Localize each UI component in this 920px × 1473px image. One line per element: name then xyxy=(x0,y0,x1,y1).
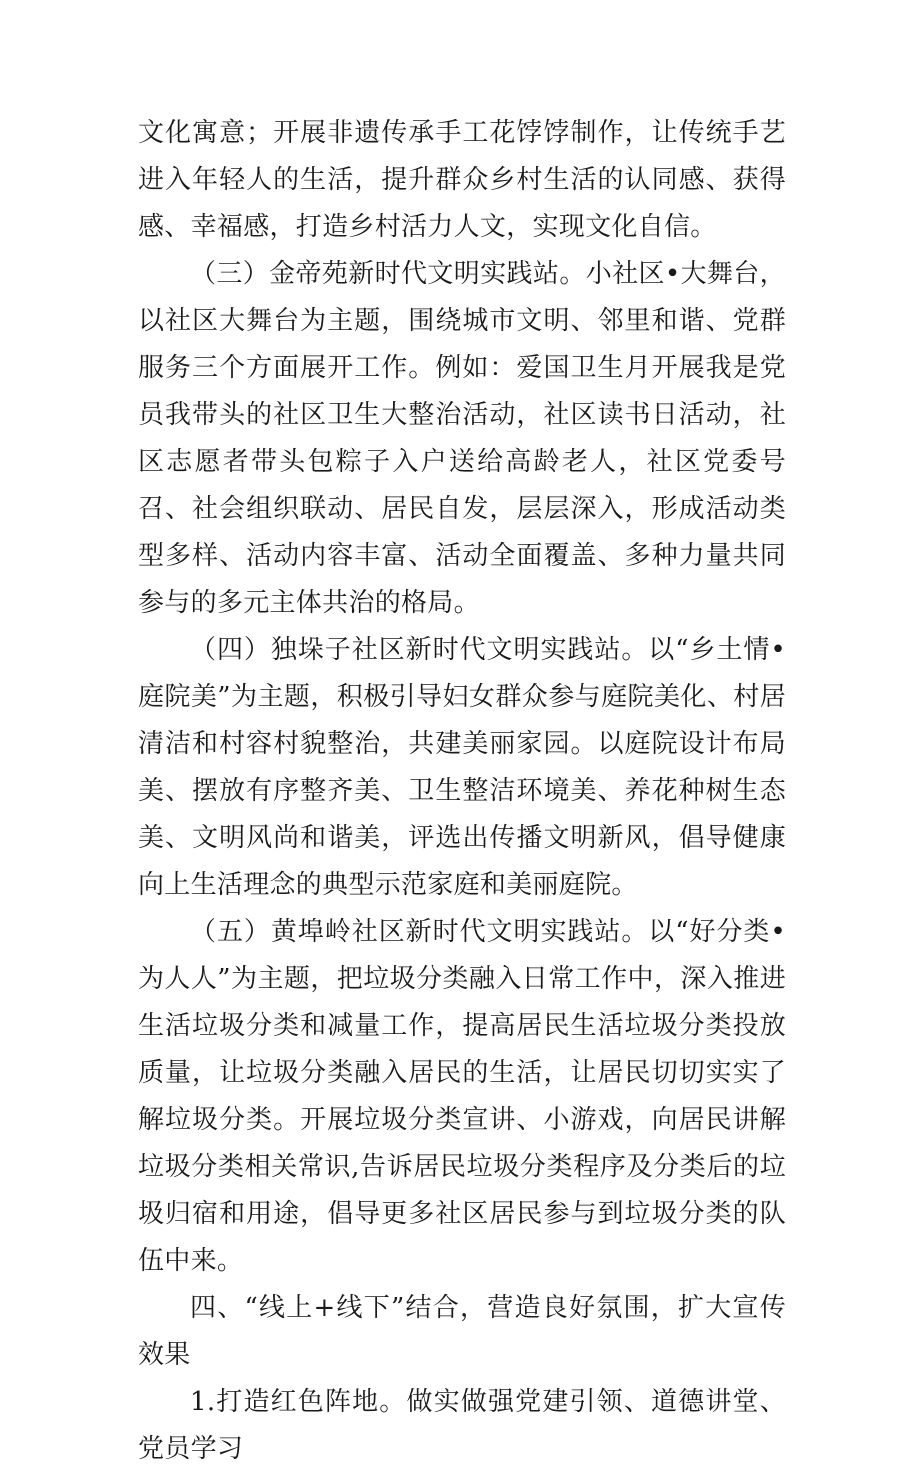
paragraph-continuation: 文化寓意；开展非遗传承手工花饽饽制作，让传统手艺进入年轻人的生活，提升群众乡村生活的认同感、获得感、幸福感，打造乡村活力人文，实现文化自信。 xyxy=(138,118,786,242)
paragraph-jindiyuan-station: （三）金帝苑新时代文明实践站。小社区•大舞台，以社区大舞台为主题，围绕城市文明、邻里和谐、党群服务三个方面展开工作。例如：爱国卫生月开展我是党员我带头的社区卫生大整治活动，社区读书日活动，社区志愿者带头包粽子入户送给高龄老人，社区党委号召、社会组织联动、居民自发，层层深入，形成活动类型多样、活动内容丰富、活动全面覆盖、多种力量共同参与的多元主体共治的格局。 xyxy=(138,259,786,618)
section-heading-online-offline: 四、“线上+线下”结合，营造良好氛围，扩大宣传效果 xyxy=(138,1293,786,1370)
document-body xyxy=(138,110,786,1473)
paragraph-duduozi-station: （四）独垛子社区新时代文明实践站。以“乡土情•庭院美”为主题，积极引导妇女群众参与庭院美化、村居清洁和村容村貌整治，共建美丽家园。以庭院设计布局美、摆放有序整齐美、卫生整洁环境美、养花种树生态美、文明风尚和谐美，评选出传播文明新风，倡导健康向上生活理念的典型示范家庭和美丽庭院。 xyxy=(138,635,786,900)
paragraph-red-position: 1.打造红色阵地。做实做强党建引领、道德讲堂、党员学习 xyxy=(138,1387,786,1464)
paragraph-huangbuling-station: （五）黄埠岭社区新时代文明实践站。以“好分类•为人人”为主题，把垃圾分类融入日常工作中，深入推进生活垃圾分类和减量工作，提高居民生活垃圾分类投放质量，让垃圾分类融入居民的生活，让居民切切实实了解垃圾分类。开展垃圾分类宣讲、小游戏，向居民讲解垃圾分类相关常识,告诉居民垃圾分类程序及分类后的垃圾归宿和用途，倡导更多社区居民参与到垃圾分类的队伍中来。 xyxy=(138,917,786,1276)
